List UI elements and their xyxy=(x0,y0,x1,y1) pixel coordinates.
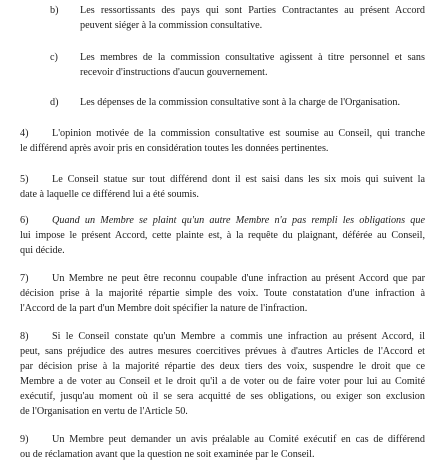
paragraph-4 xyxy=(20,126,425,156)
text-line: peuvent siéger à la commission consultative. xyxy=(80,20,263,31)
text-line: Un Membre peut demander un avis préalable au Comité exécutif en cas de différend xyxy=(52,434,425,445)
text-line: le différend après avoir pris en considération toutes les données pertinentes. xyxy=(20,143,329,154)
subitem-label-b: b) xyxy=(50,5,59,16)
text-line: décision prise à la majorité répartie simple des voix. Toute constatation d'une infraction à xyxy=(20,288,425,299)
text-line: Le Conseil statue sur tout différend dont il est saisi dans les six mois qui suivent la xyxy=(52,174,425,185)
subitem-b-text xyxy=(80,3,425,33)
subitem-label-c: c) xyxy=(50,52,58,63)
paragraph-number-8: 8) xyxy=(20,331,29,342)
paragraph-8 xyxy=(20,329,425,419)
subitem-c-text xyxy=(80,50,425,80)
paragraph-number-6: 6) xyxy=(20,215,29,226)
paragraph-number-9: 9) xyxy=(20,434,29,445)
text-line: Quand un Membre se plaint qu'un autre Membre n'a pas rempli les obligations que xyxy=(52,215,425,226)
text-line: recevoir d'instructions d'aucun gouvernement. xyxy=(80,67,268,78)
text-line: Les dépenses de la commission consultative sont à la charge de l'Organisation. xyxy=(80,97,401,108)
paragraph-9 xyxy=(20,432,425,462)
text-line: date à laquelle ce différend lui a été soumis. xyxy=(20,189,199,200)
text-line: par décision prise à la majorité répartie des deux tiers des voix, suspendre le droit que ce xyxy=(20,361,425,372)
text-line: lui impose le présent Accord, cette plainte est, à la requête du plaignant, déférée au Conseil, xyxy=(20,230,425,241)
paragraph-number-5: 5) xyxy=(20,174,29,185)
text-line: de l'Organisation en vertu de l'Article 50. xyxy=(20,406,188,417)
text-line: Les membres de la commission consultative agissent à titre personnel et sans xyxy=(80,52,425,63)
paragraph-6 xyxy=(20,213,425,258)
paragraph-5 xyxy=(20,172,425,202)
text-line: Membre a de voter au Conseil et le droit qu'il a de voter ou de faire voter pour lui au Comité xyxy=(20,376,425,387)
text-line: l'Accord de la part d'un Membre doit spécifier la nature de l'infraction. xyxy=(20,303,308,314)
paragraph-number-7: 7) xyxy=(20,273,29,284)
text-line: qui décide. xyxy=(20,245,65,256)
text-line: L'opinion motivée de la commission consultative est soumise au Conseil, qui tranche xyxy=(52,128,425,139)
text-line: Si le Conseil constate qu'un Membre a commis une infraction au présent Accord, il xyxy=(52,331,425,342)
text-line: ou de réclamation avant que la question ne soit examinée par le Conseil. xyxy=(20,449,315,460)
subitem-d-text xyxy=(80,95,425,110)
text-line: Un Membre ne peut être reconnu coupable d'une infraction au présent Accord que par xyxy=(52,273,425,284)
text-line: Les ressortissants des pays qui sont Parties Contractantes au présent Accord xyxy=(80,5,425,16)
paragraph-number-4: 4) xyxy=(20,128,29,139)
subitem-label-d: d) xyxy=(50,97,59,108)
text-line: exécutif, jusqu'au moment où il se sera acquitté de ses obligations, ou exiger son exclusion xyxy=(20,391,425,402)
text-line: peut, sans préjudice des autres mesures coercitives prévues à d'autres Articles de l'Accord et xyxy=(20,346,425,357)
paragraph-7 xyxy=(20,271,425,316)
